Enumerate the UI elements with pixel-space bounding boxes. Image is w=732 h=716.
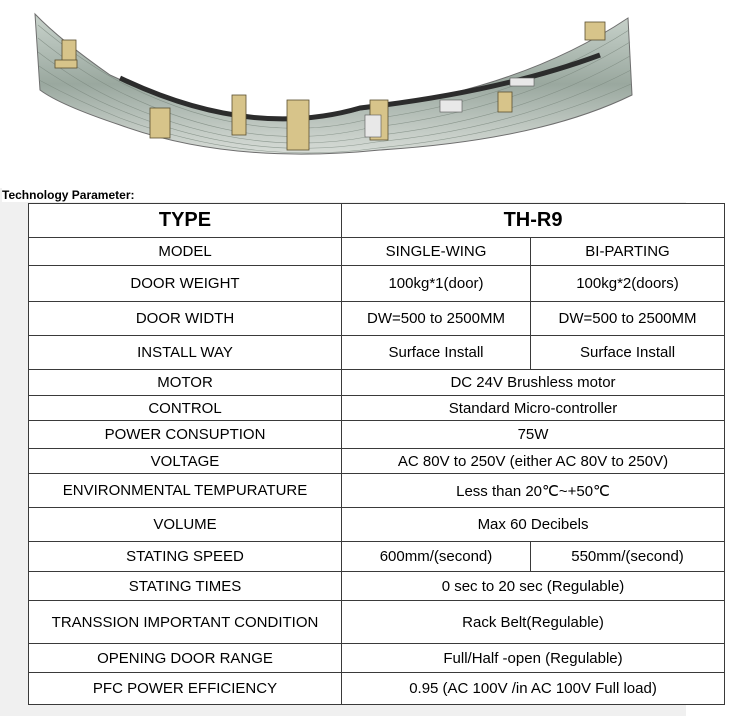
table-row: [29, 673, 725, 705]
row-value: 550mm/(second): [531, 542, 725, 572]
section-title: Technology Parameter:: [2, 188, 686, 202]
row-label: VOLUME: [29, 508, 342, 542]
table-row: [29, 474, 725, 508]
row-value: SINGLE-WING: [342, 238, 531, 266]
model-name-header: TH-R9: [342, 204, 725, 238]
row-label: DOOR WIDTH: [29, 302, 342, 336]
row-value: 100kg*1(door): [342, 266, 531, 302]
row-value: 0.95 (AC 100V /in AC 100V Full load): [342, 673, 725, 705]
row-label: PFC POWER EFFICIENCY: [29, 673, 342, 705]
row-label: STATING TIMES: [29, 572, 342, 601]
row-value: Surface Install: [342, 336, 531, 370]
table-row: [29, 644, 725, 673]
table-row: [29, 238, 725, 266]
technology-parameter-table: [28, 203, 725, 705]
table-row: [29, 508, 725, 542]
row-value: 100kg*2(doors): [531, 266, 725, 302]
table-row: [29, 542, 725, 572]
row-value: Full/Half -open (Regulable): [342, 644, 725, 673]
row-value: BI-PARTING: [531, 238, 725, 266]
table-row: [29, 572, 725, 601]
row-label: STATING SPEED: [29, 542, 342, 572]
row-label: TRANSSION IMPORTANT CONDITION: [29, 601, 342, 644]
row-label: DOOR WEIGHT: [29, 266, 342, 302]
row-value: Rack Belt(Regulable): [342, 601, 725, 644]
row-label: OPENING DOOR RANGE: [29, 644, 342, 673]
table-row: [29, 302, 725, 336]
row-label: CONTROL: [29, 396, 342, 421]
type-header: TYPE: [29, 204, 342, 238]
table-header-row: [29, 204, 725, 238]
row-value: Standard Micro-controller: [342, 396, 725, 421]
row-value: DW=500 to 2500MM: [531, 302, 725, 336]
row-value: DW=500 to 2500MM: [342, 302, 531, 336]
curved-track-illustration: [0, 0, 686, 188]
row-label: ENVIRONMENTAL TEMPURATURE: [29, 474, 342, 508]
row-value: Max 60 Decibels: [342, 508, 725, 542]
row-value: AC 80V to 250V (either AC 80V to 250V): [342, 449, 725, 474]
table-row: [29, 266, 725, 302]
row-label: POWER CONSUPTION: [29, 421, 342, 449]
table-row: [29, 601, 725, 644]
page-gutter: [0, 188, 28, 716]
row-label: VOLTAGE: [29, 449, 342, 474]
row-value: Surface Install: [531, 336, 725, 370]
row-label: MOTOR: [29, 370, 342, 396]
row-value: 75W: [342, 421, 725, 449]
row-label: INSTALL WAY: [29, 336, 342, 370]
row-value: 600mm/(second): [342, 542, 531, 572]
row-value: 0 sec to 20 sec (Regulable): [342, 572, 725, 601]
table-row: [29, 449, 725, 474]
row-value: DC 24V Brushless motor: [342, 370, 725, 396]
table-row: [29, 396, 725, 421]
table-row: [29, 336, 725, 370]
table-row: [29, 421, 725, 449]
table-row: [29, 370, 725, 396]
row-label: MODEL: [29, 238, 342, 266]
row-value: Less than 20℃~+50℃: [342, 474, 725, 508]
curved-door-operator-photo: [0, 0, 686, 188]
